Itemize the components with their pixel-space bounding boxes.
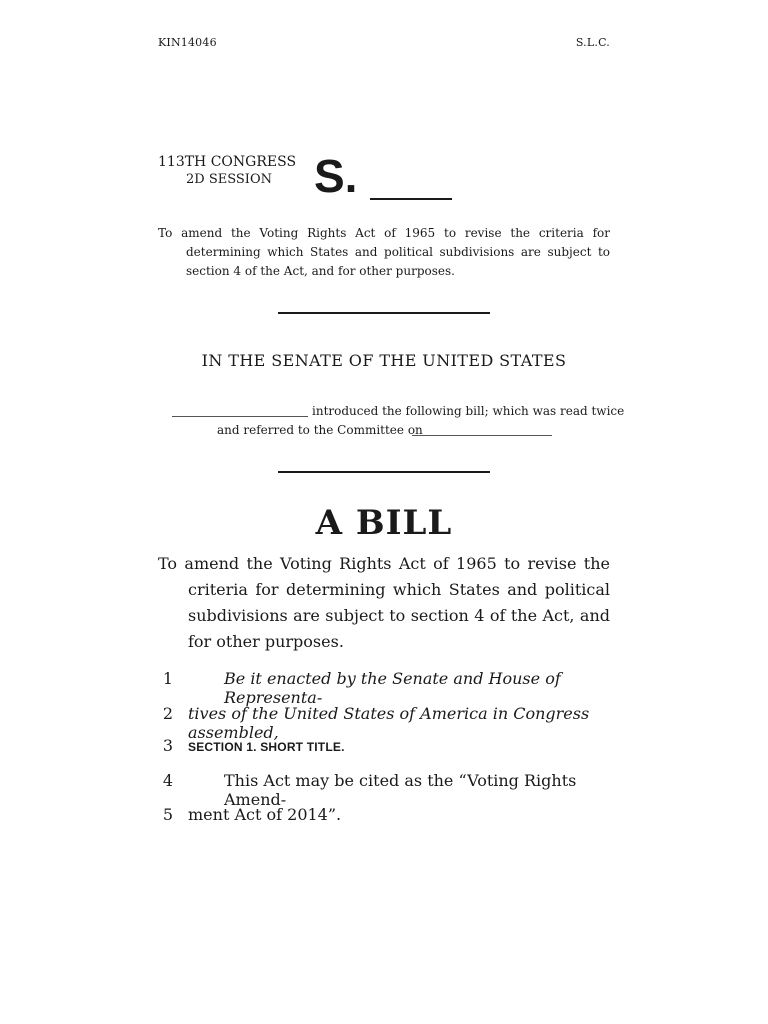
line-number: 2: [162, 704, 174, 723]
introduction-line-2: and referred to the Committee on: [217, 423, 423, 437]
committee-blank: [412, 435, 552, 436]
congress-label: 113TH CONGRESS: [158, 154, 297, 170]
chamber-heading: IN THE SENATE OF THE UNITED STATES: [201, 351, 567, 370]
slc-label: S.L.C.: [575, 36, 610, 49]
line-number: 4: [162, 771, 174, 790]
session-label: 2D SESSION: [186, 172, 272, 187]
bill-number-blank: [370, 198, 452, 200]
purpose-summary: To amend the Voting Rights Act of 1965 to revise the criteria for determining which States and political subdivisions are subject to section 4 of the Act, and for other purposes.: [158, 226, 610, 278]
document-id: KIN14046: [158, 36, 217, 49]
bill-number: S.: [314, 150, 358, 202]
sponsor-blank: [172, 416, 308, 417]
divider-rule: [278, 312, 490, 314]
section-text-line: ment Act of 2014”.: [188, 805, 342, 824]
enacting-clause-line: tives of the United States of America in Congress assembled,: [188, 704, 590, 742]
line-number: 3: [162, 736, 174, 755]
divider-rule: [278, 471, 490, 473]
enacting-clause-line: Be it enacted by the Senate and House of Representa-: [224, 669, 561, 707]
line-number: 1: [162, 669, 174, 688]
section-text-line: This Act may be cited as the “Voting Rights Amend-: [224, 771, 577, 809]
introduction-line-1: introduced the following bill; which was read twice: [312, 404, 625, 418]
document-type-heading: A BILL: [315, 503, 453, 543]
section-title: SECTION 1. SHORT TITLE.: [188, 740, 345, 754]
purpose-statement: To amend the Voting Rights Act of 1965 to revise the criteria for determining which States and political subdivisions are subject to section 4 of the Act, and for other purposes.: [158, 554, 610, 651]
line-number: 5: [162, 805, 174, 824]
